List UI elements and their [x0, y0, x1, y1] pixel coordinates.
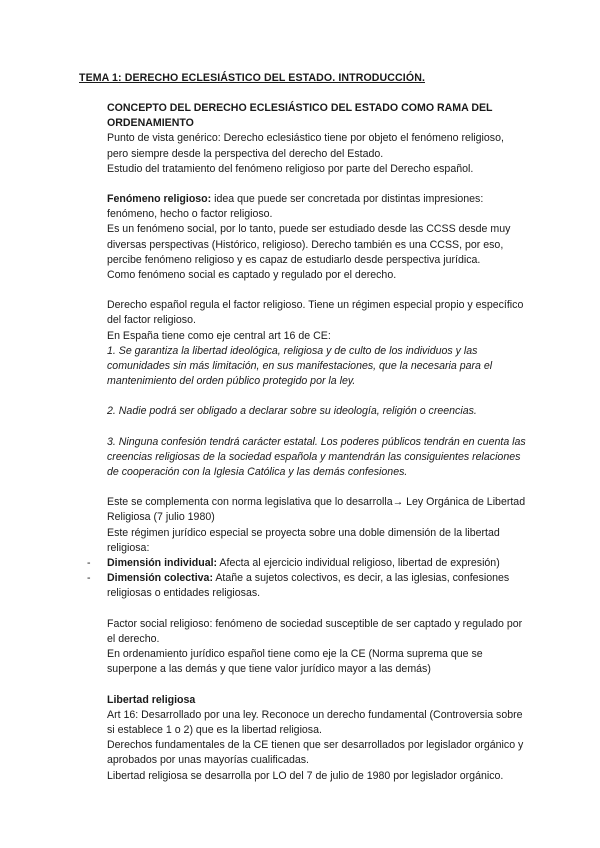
list-dash: - — [87, 557, 91, 570]
paragraph: Art 16: Desarrollado por una ley. Reconoce un derecho fundamental (Controversia sobre si establece 1 o 2) que es la libertad religiosa. — [107, 708, 523, 736]
spacer — [107, 480, 527, 495]
paragraph: Libertad religiosa se desarrolla por LO del 7 de julio de 1980 por legislador orgánico. — [107, 769, 504, 782]
term-dimension-individual: Dimensión individual: — [107, 557, 218, 570]
article-quote-3: 3. Ninguna confesión tendrá carácter estatal. Los poderes públicos tendrán en cuenta las creencias religiosas de la sociedad española y mantendrán las consiguientes relaciones de cooperación con la Iglesia Católica y las demás confesiones. — [107, 435, 526, 479]
term-definition: idea que puede ser concretada por distintas impresiones: fenómeno, hecho o factor religioso. — [107, 193, 484, 221]
paragraph: Este se complementa con norma legislativa que lo desarrolla→ Ley Orgánica de Libertad Religiosa (7 julio 1980) — [107, 496, 526, 524]
article-quote-1: 1. Se garantiza la libertad ideológica, religiosa y de culto de los individuos y las comunidades sin más limitación, en sus manifestaciones, que la necesaria para el mantenimiento del orden público protegido por la ley. — [107, 344, 493, 388]
list-dash: - — [87, 572, 91, 585]
spacer — [107, 420, 527, 435]
list-item-dimension-individual — [87, 556, 527, 571]
article-quote-2: 2. Nadie podrá ser obligado a declarar sobre su ideología, religión o creencias. — [107, 405, 477, 418]
list-item-dimension-colectiva — [87, 571, 527, 601]
spacer — [107, 678, 527, 693]
paragraph: Como fenómeno social es captado y regulado por el derecho. — [107, 269, 397, 282]
paragraph: Estudio del tratamiento del fenómeno religioso por parte del Derecho español. — [107, 162, 474, 175]
paragraph: En ordenamiento jurídico español tiene como eje la CE (Norma suprema que se superpone a las demás y que tiene valor jurídico mayor a las demás) — [107, 648, 483, 676]
paragraph: Factor social religioso: fenómeno de sociedad susceptible de ser captado y regulado por el derecho. — [107, 617, 523, 645]
paragraph: Es un fenómeno social, por lo tanto, puede ser estudiado desde las CCSS desde muy diversas perspectivas (Histórico, religioso). Derecho también es una CCSS, por eso, percibe fenómeno religioso y es capaz de estudiarlo desde perspectiva jurídica. — [107, 223, 511, 266]
paragraph-fenomeno — [107, 192, 527, 222]
paragraph: Este régimen jurídico especial se proyecta sobre una doble dimensión de la libertad religiosa: — [107, 526, 500, 554]
term-definition: Atañe a sujetos colectivos, es decir, a las iglesias, confesiones religiosas o entidades religiosas. — [107, 572, 510, 600]
term-definition: Afecta al ejercicio individual religioso, libertad de expresión) — [217, 557, 500, 570]
spacer — [107, 283, 527, 298]
spacer — [107, 602, 527, 617]
paragraph: En España tiene como eje central art 16 de CE: — [107, 329, 331, 342]
section-heading-concepto: CONCEPTO DEL DERECHO ECLESIÁSTICO DEL ESTADO COMO RAMA DEL ORDENAMIENTO — [107, 102, 493, 130]
spacer — [107, 389, 527, 404]
term-fenomeno-religioso: Fenómeno religioso: — [107, 193, 212, 206]
document-body — [87, 101, 527, 784]
paragraph: Derechos fundamentales de la CE tienen que ser desarrollados por legislador orgánico y aprobados por unas mayorías cualificadas. — [107, 739, 524, 767]
paragraph: Punto de vista genérico: Derecho eclesiástico tiene por objeto el fenómeno religioso, pero siempre desde la perspectiva del derecho del Estado. — [107, 132, 504, 160]
spacer — [107, 177, 527, 192]
section-heading-libertad-religiosa: Libertad religiosa — [107, 693, 196, 706]
paragraph: Derecho español regula el factor religioso. Tiene un régimen especial propio y específico del factor religioso. — [107, 299, 524, 327]
document-title: TEMA 1: DERECHO ECLESIÁSTICO DEL ESTADO. INTRODUCCIÓN. — [79, 72, 425, 84]
term-dimension-colectiva: Dimensión colectiva: — [107, 572, 213, 585]
